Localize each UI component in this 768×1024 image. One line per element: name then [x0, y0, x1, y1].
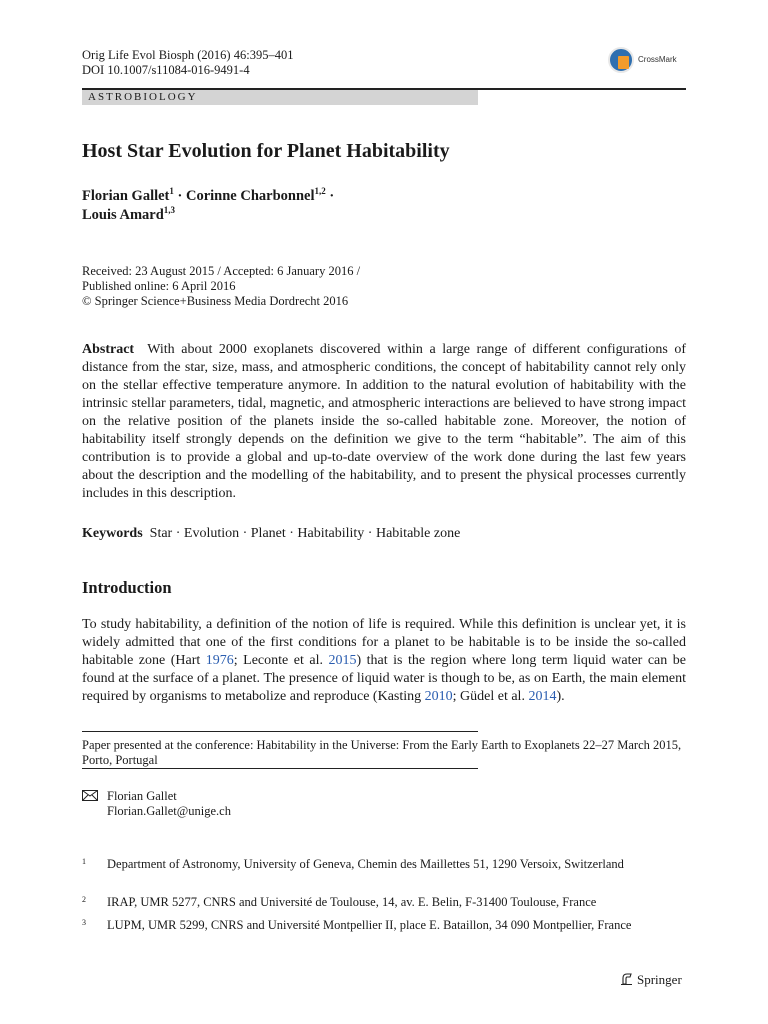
affiliation-item [82, 857, 686, 889]
footnote-rule [82, 731, 478, 732]
affiliation-number: 2 [82, 895, 86, 904]
author-line-1 [82, 187, 334, 205]
envelope-icon [82, 790, 98, 801]
abstract [82, 341, 686, 503]
crossmark-badge[interactable] [608, 46, 688, 76]
affiliation-number: 3 [82, 918, 86, 927]
affiliation-text: Department of Astronomy, University of Geneva, Chemin des Maillettes 51, 1290 Versoix, Switzerland [107, 857, 624, 871]
author-line-2 [82, 206, 175, 224]
correspondence-name: Florian Gallet [107, 789, 177, 803]
conference-footnote: Paper presented at the conference: Habitability in the Universe: From the Early Earth to Exoplanets 22–27 March 2015, Porto, Portugal [82, 738, 682, 767]
keywords [82, 525, 686, 543]
crossmark-icon [608, 47, 634, 73]
affiliation-text: IRAP, UMR 5277, CNRS and Université de Toulouse, 14, av. E. Belin, F-31400 Toulouse, France [107, 895, 597, 909]
publisher-logo [620, 972, 682, 988]
intro-text: To study habitability, a definition of the notion of life is required. While this definition is unclear yet, it is widely admitted that one of the first conditions for a planet to be habitable is to be inside the so-called habitable zone (Hart [82, 617, 686, 668]
author-name[interactable]: Corinne Charbonnel [185, 188, 315, 204]
author-name[interactable]: Florian Gallet [82, 188, 170, 204]
received-accepted: Received: 23 August 2015 / Accepted: 6 January 2016 / [82, 264, 361, 278]
citation-link[interactable]: 2010 [424, 689, 453, 704]
copyright: © Springer Science+Business Media Dordrecht 2016 [82, 294, 349, 308]
affiliation-text: LUPM, UMR 5299, CNRS and Université Montpellier II, place E. Bataillon, 34 090 Montpellier, France [107, 918, 632, 932]
abstract-text: With about 2000 exoplanets discovered within a large range of different configurations of distance from the star, size, mass, and atmospheric conditions, the concept of habitability cannot rely only on the stellar effective temperature anymore. In addition to the natural evolution of habitability with the intrinsic stellar parameters, tidal, magnetic, and atmospheric interactions are believed to have strong impact on the relative position of the planets inside the so-called habitable zone. Moreover, the notion of habitability itself strongly depends on the definition we give to the term “habitable”. The aim of this contribution is to provide a global and up-to-date overview of the work done during the last few years about the description and the modelling of the habitability, and to present the physical processes currently includes in this description. [82, 342, 687, 501]
intro-text: ) that is the region where long term liquid water can be found at the surface of a planet. The presence of liquid water is though to be, as on Earth, the main element required by organisms to metabolize and reproduce (Kasting [82, 653, 686, 704]
doi[interactable]: DOI 10.1007/s11084-016-9491-4 [82, 63, 250, 77]
author-name[interactable]: Louis Amard [82, 207, 164, 223]
author-affiliation-mark: 1 [169, 186, 174, 197]
author-separator: · [177, 188, 183, 204]
intro-text: ; Güdel et al. [452, 689, 529, 704]
citation-link[interactable]: 2015 [328, 653, 357, 668]
keywords-text: Star · Evolution · Planet · Habitability · Habitable zone [149, 526, 461, 541]
author-separator: · [329, 188, 335, 204]
author-affiliation-mark: 1,3 [163, 205, 176, 216]
affiliation-number: 1 [82, 857, 86, 866]
keywords-label: Keywords [82, 526, 143, 541]
introduction-paragraph [82, 616, 686, 706]
affiliation-item [82, 895, 686, 911]
publisher-name: Springer [637, 972, 682, 987]
section-heading-introduction: Introduction [82, 578, 172, 597]
citation-link[interactable]: 1976 [205, 653, 234, 668]
springer-horse-icon [620, 972, 634, 986]
footnote-rule [82, 768, 478, 769]
abstract-label: Abstract [82, 342, 135, 357]
published-online: Published online: 6 April 2016 [82, 279, 236, 293]
citation-link[interactable]: 2014 [528, 689, 557, 704]
affiliation-item [82, 918, 686, 950]
intro-text: ). [556, 689, 565, 704]
intro-text: ; Leconte et al. [233, 653, 329, 668]
journal-citation: Orig Life Evol Biosph (2016) 46:395–401 [82, 48, 294, 62]
section-banner: ASTROBIOLOGY [82, 90, 478, 105]
author-affiliation-mark: 1,2 [314, 186, 326, 197]
crossmark-label: CrossMark [638, 55, 677, 64]
correspondence-email[interactable]: Florian.Gallet@unige.ch [107, 804, 231, 818]
paper-title: Host Star Evolution for Planet Habitability [82, 140, 450, 162]
